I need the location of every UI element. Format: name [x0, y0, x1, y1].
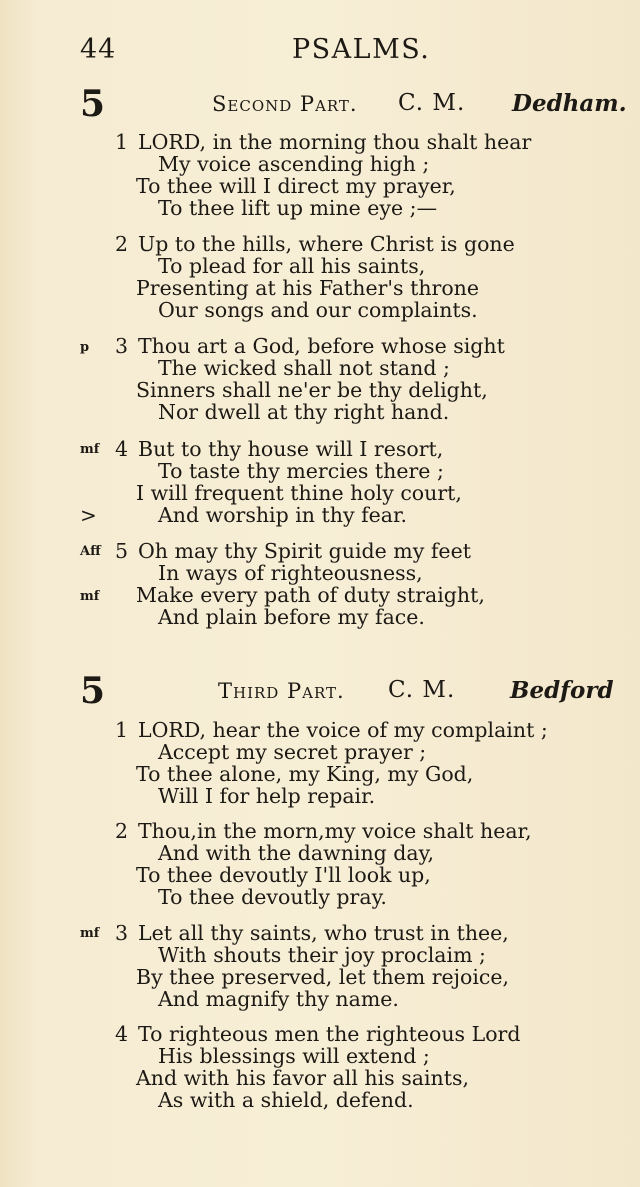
verse-line: To righteous men the righteous Lord: [138, 1022, 521, 1046]
dynamic-marking: mf: [80, 926, 100, 941]
verse-line: To thee alone, my King, my God,: [136, 762, 474, 786]
verse-line: Presenting at his Father's throne: [136, 276, 480, 300]
verse-line: Thou art a God, before whose sight: [138, 334, 505, 358]
verse-line: With shouts their joy proclaim ;: [158, 943, 486, 967]
verse-number: 2: [115, 819, 129, 843]
verse-line: LORD, hear the voice of my complaint ;: [138, 718, 548, 742]
verse-line: By thee preserved, let them rejoice,: [136, 965, 510, 989]
verse-line: Nor dwell at thy right hand.: [158, 400, 450, 424]
verse-line: To thee devoutly I'll look up,: [136, 863, 431, 887]
running-head: PSALMS.: [292, 34, 431, 65]
part-title-second: Second Part.: [212, 92, 358, 116]
dynamic-marking: mf: [80, 589, 100, 604]
dynamic-marking: mf: [80, 442, 100, 457]
verse-number: 3: [115, 334, 129, 358]
verse-line: His blessings will extend ;: [158, 1044, 430, 1068]
verse-line: Will I for help repair.: [158, 784, 376, 808]
hymn-number-second-part: 5: [80, 83, 106, 125]
verse-line: And plain before my face.: [158, 605, 425, 629]
verse-line: And magnify thy name.: [158, 987, 399, 1011]
verse-line: The wicked shall not stand ;: [158, 356, 450, 380]
verse-line: Make every path of duty straight,: [136, 583, 485, 607]
meter-second: C. M.: [398, 90, 466, 116]
tune-dedham: Dedham.: [512, 90, 627, 117]
verse-line: Sinners shall ne'er be thy delight,: [136, 378, 488, 402]
verse-number: 4: [115, 437, 129, 461]
verse-line: To thee devoutly pray.: [158, 885, 387, 909]
verse-number: 1: [115, 718, 129, 742]
dynamic-marking: Aff: [80, 544, 101, 559]
verse-number: 3: [115, 921, 129, 945]
verse-line: I will frequent thine holy court,: [136, 481, 462, 505]
part-title-third: Third Part.: [218, 679, 345, 703]
verse-line: Oh may thy Spirit guide my feet: [138, 539, 471, 563]
verse-line: Let all thy saints, who trust in thee,: [138, 921, 509, 945]
verse-number: 2: [115, 232, 129, 256]
accent-mark: >: [80, 503, 97, 527]
verse-line: And with the dawning day,: [158, 841, 435, 865]
verse-number: 1: [115, 130, 129, 154]
verse-line: My voice ascending high ;: [158, 152, 430, 176]
verse-line: Up to the hills, where Christ is gone: [138, 232, 515, 256]
verse-line: Thou,in the morn,my voice shalt hear,: [138, 819, 532, 843]
tune-bedford: Bedford: [510, 677, 614, 704]
verse-line: And with his favor all his saints,: [136, 1066, 469, 1090]
verse-line: To taste thy mercies there ;: [158, 459, 444, 483]
hymn-number-third-part: 5: [80, 670, 106, 712]
verse-line: But to thy house will I resort,: [138, 437, 444, 461]
verse-line: And worship in thy fear.: [158, 503, 408, 527]
verse-line: LORD, in the morning thou shalt hear: [138, 130, 532, 154]
verse-line: As with a shield, defend.: [158, 1088, 414, 1112]
page-number: 44: [80, 34, 117, 65]
verse-line: In ways of righteousness,: [158, 561, 423, 585]
verse-line: Accept my secret prayer ;: [158, 740, 427, 764]
verse-number: 4: [115, 1022, 129, 1046]
verse-number: 5: [115, 539, 129, 563]
dynamic-marking: p: [80, 340, 90, 355]
verse-line: To plead for all his saints,: [158, 254, 426, 278]
verse-line: Our songs and our complaints.: [158, 298, 478, 322]
verse-line: To thee will I direct my prayer,: [136, 174, 456, 198]
verse-line: To thee lift up mine eye ;—: [158, 196, 438, 220]
meter-third: C. M.: [388, 677, 456, 703]
